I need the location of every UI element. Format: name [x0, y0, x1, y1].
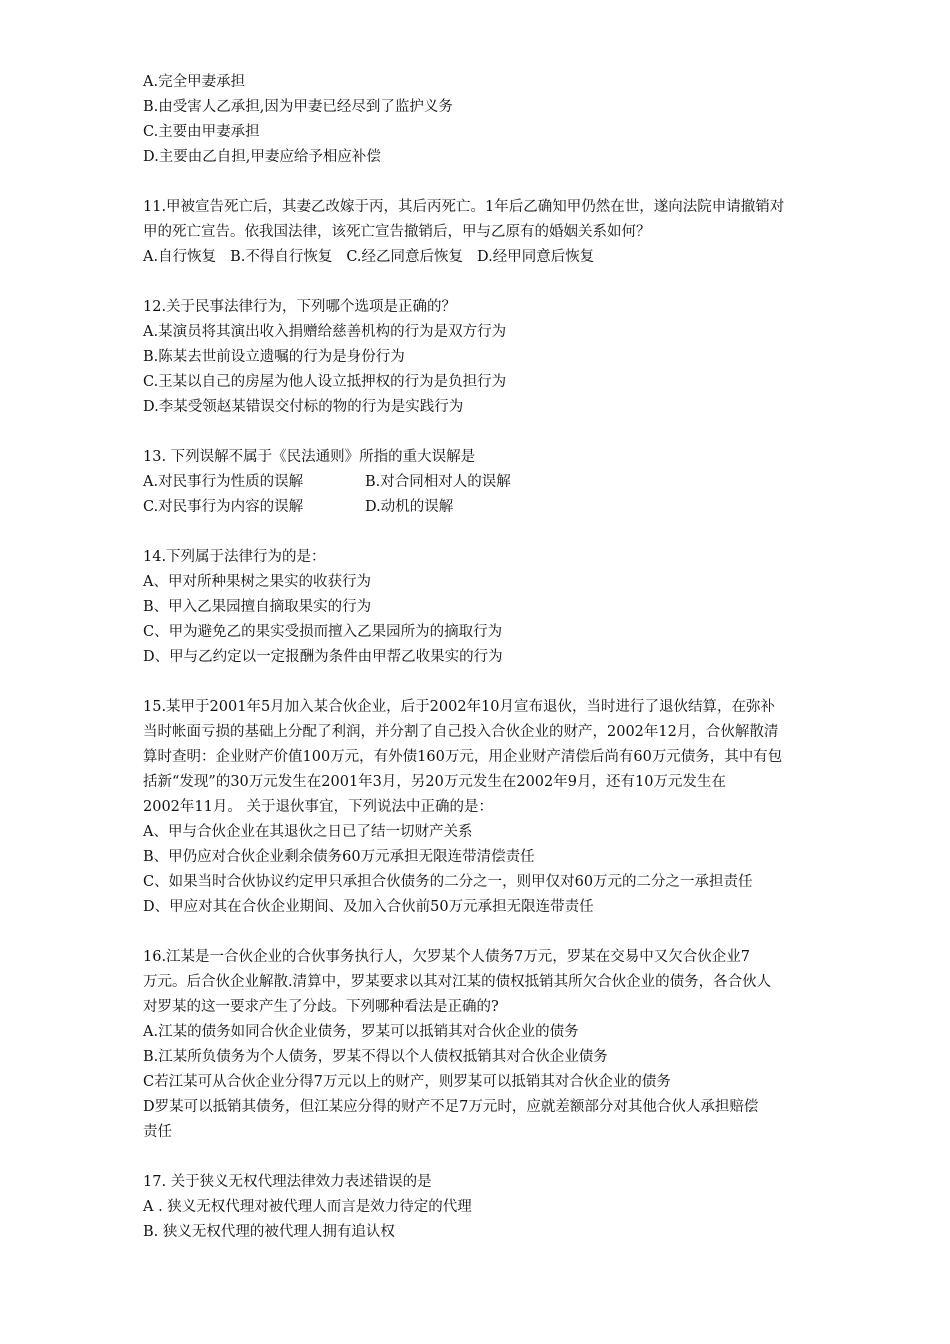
question-15	[143, 695, 863, 920]
option-a: A.完全甲妻承担	[143, 74, 246, 90]
question-stem: 16.江某是一合伙企业的合伙事务执行人，欠罗某个人债务7万元，罗某在交易中又欠合伙企业7	[143, 949, 751, 965]
option-c: C若江某可从合伙企业分得7万元以上的财产，则罗某可以抵销其对合伙企业的债务	[143, 1074, 671, 1090]
question-stem: 对罗某的这一要求产生了分歧。下列哪种看法是正确的?	[143, 999, 499, 1015]
option-b: B、甲入乙果园擅自摘取果实的行为	[143, 599, 372, 615]
option-b: B.对合同相对人的误解	[365, 474, 511, 490]
option-a: A、甲对所种果树之果实的收获行为	[143, 574, 371, 590]
option-d: D.李某受领赵某错误交付标的物的行为是实践行为	[143, 399, 464, 415]
question-stem: 17. 关于狭义无权代理法律效力表述错误的是	[143, 1174, 432, 1190]
option-d: D.动机的误解	[365, 499, 454, 515]
option-b: B.陈某去世前设立遗嘱的行为是身份行为	[143, 349, 405, 365]
question-stem: 当时帐面亏损的基础上分配了利润，并分割了自己投入合伙企业的财产，2002年12月，合伙解散清	[143, 724, 779, 740]
option-b: B.由受害人乙承担,因为甲妻已经尽到了监护义务	[143, 99, 453, 115]
document-page	[143, 70, 863, 1245]
question-stem: 算时查明：企业财产价值100万元，有外债160万元，用企业财产清偿后尚有60万元债务，其中有包	[143, 749, 783, 765]
options-row	[143, 470, 863, 495]
option-a: A.自行恢复	[143, 249, 217, 265]
option-c: C.主要由甲妻承担	[143, 124, 260, 140]
option-d: D、甲与乙约定以一定报酬为条件由甲帮乙收果实的行为	[143, 649, 503, 665]
question-14	[143, 545, 863, 670]
option-c: C.对民事行为内容的误解	[143, 499, 304, 515]
question-stem: 14.下列属于法律行为的是：	[143, 549, 326, 565]
option-d: D.经甲同意后恢复	[477, 249, 595, 265]
option-d: D.主要由乙自担,甲妻应给予相应补偿	[143, 149, 381, 165]
option-b: B、甲仍应对合伙企业剩余债务60万元承担无限连带清偿责任	[143, 849, 535, 865]
option-c: C.王某以自己的房屋为他人设立抵押权的行为是负担行为	[143, 374, 507, 390]
question-stem: 甲的死亡宣告。依我国法律，该死亡宣告撤销后，甲与乙原有的婚姻关系如何？	[143, 224, 651, 240]
option-a: A.江某的债务如同合伙企业债务，罗某可以抵销其对合伙企业的债务	[143, 1024, 579, 1040]
option-d: D罗某可以抵销其债务，但江某应分得的财产不足7万元时，应就差额部分对其他合伙人承担赔偿	[143, 1099, 759, 1115]
option-a: A . 狭义无权代理对被代理人而言是效力待定的代理	[143, 1199, 472, 1215]
option-a: A、甲与合伙企业在其退伙之日已了结一切财产关系	[143, 824, 473, 840]
option-b: B.江某所负债务为个人债务，罗某不得以个人债权抵销其对合伙企业债务	[143, 1049, 608, 1065]
question-stem: 括新“发现”的30万元发生在2001年3月，另20万元发生在2002年9月，还有10万元发生在	[143, 774, 726, 790]
question-stem: 11.甲被宣告死亡后，其妻乙改嫁于丙，其后丙死亡。1年后乙确知甲仍然在世，遂向法院申请撤销对	[143, 199, 785, 215]
option-b: B.不得自行恢复	[230, 249, 333, 265]
option-a: A.某演员将其演出收入捐赠给慈善机构的行为是双方行为	[143, 324, 507, 340]
question-stem: 万元。后合伙企业解散.清算中，罗某要求以其对江某的债权抵销其所欠合伙企业的债务，各合伙人	[143, 974, 772, 990]
question-13	[143, 445, 863, 520]
question-stem: 2002年11月。 关于退伙事宜，下列说法中正确的是：	[143, 799, 493, 815]
question-stem: 13. 下列误解不属于《民法通则》所指的重大误解是	[143, 449, 476, 465]
option-b: B. 狭义无权代理的被代理人拥有追认权	[143, 1224, 395, 1240]
option-a: A.对民事行为性质的误解	[143, 474, 304, 490]
question-11	[143, 195, 863, 270]
option-c: C、甲为避免乙的果实受损而擅入乙果园所为的摘取行为	[143, 624, 503, 640]
question-stem: 12.关于民事法律行为，下列哪个选项是正确的？	[143, 299, 457, 315]
option-c: C.经乙同意后恢复	[346, 249, 464, 265]
option-d: D、甲应对其在合伙企业期间、及加入合伙前50万元承担无限连带责任	[143, 899, 594, 915]
option-c: C、如果当时合伙协议约定甲只承担合伙债务的二分之一，则甲仅对60万元的二分之一承担责任	[143, 874, 753, 890]
question-10-options	[143, 70, 863, 170]
question-16	[143, 945, 863, 1145]
options-row	[143, 495, 863, 520]
question-12	[143, 295, 863, 420]
option-d-continued: 责任	[143, 1124, 172, 1140]
question-stem: 15.某甲于2001年5月加入某合伙企业，后于2002年10月宣布退伙，当时进行了退伙结算，在弥补	[143, 699, 776, 715]
options-row	[143, 245, 863, 270]
question-17	[143, 1170, 863, 1245]
